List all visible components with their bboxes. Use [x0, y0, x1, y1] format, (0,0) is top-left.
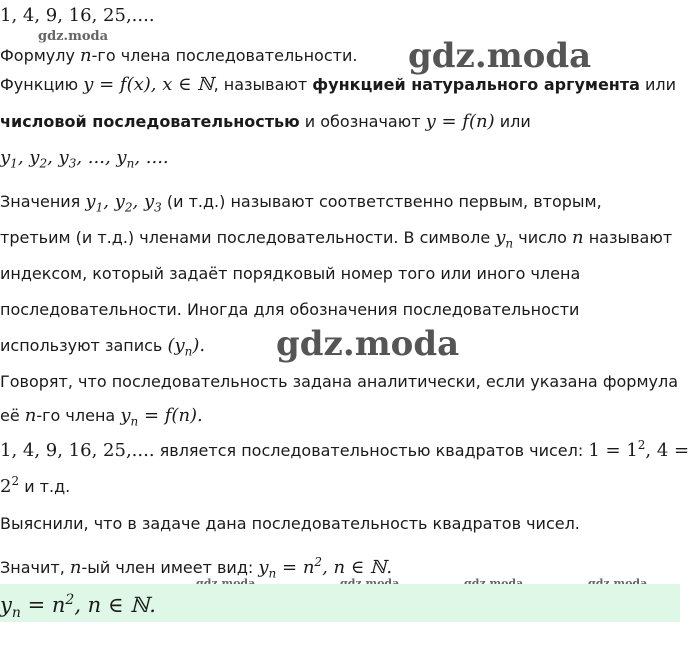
math-n-2: n	[572, 227, 584, 248]
text-called-first-second: (и т.д.) называют соответственно первым, вторым,	[166, 192, 602, 211]
text-called-3: называют	[588, 228, 673, 247]
watermark-middle: gdz.moda	[276, 324, 460, 364]
watermark-top-left: gdz.moda	[38, 29, 109, 44]
text-notation-intro: последовательности. Иногда для обозначения последовательности	[0, 300, 580, 319]
term-numeric-sequence: числовой последовательностью	[0, 112, 300, 131]
text-found: Выяснили, что в задаче дана последовательность квадратов чисел.	[0, 514, 580, 533]
text-so: Значит,	[0, 558, 65, 577]
math-n-3: n	[24, 405, 37, 426]
math-first-terms: $y_1$, $y_2$, $y_3$	[85, 191, 162, 215]
paragraph-numeric-sequence	[0, 112, 531, 132]
paragraph-etc	[0, 474, 71, 497]
text-member: -го члена	[36, 406, 116, 425]
math-n-4: n	[69, 557, 82, 578]
text-denote: и обозначают	[304, 112, 421, 131]
math-sequence-terms: $y_1$, $y_2$, $y_3$, ..., $y_n$, ....	[0, 147, 169, 171]
math-function-formula: y = f(x), x ∈ ℕ	[83, 74, 214, 95]
math-yn-paren: $(y_n)$.	[167, 335, 206, 359]
math-n: n	[80, 45, 92, 66]
watermark-top-right: gdz.moda	[408, 36, 592, 76]
text-index: индексом, который задаёт порядковый номер того или иного члена	[0, 264, 581, 283]
text-or-2: или	[499, 112, 531, 131]
text-third-members: третьим (и т.д.) членами последовательности. В символе	[0, 228, 491, 247]
text-analytic: Говорят, что последовательность задана аналитически, если указана формула	[0, 372, 679, 391]
sequence-text: 1, 4, 9, 16, 25,....	[0, 5, 155, 26]
text-formula-word: Формулу	[0, 46, 75, 65]
paragraph-formula-label	[0, 46, 357, 66]
text-etc: и т.д.	[24, 477, 71, 496]
paragraph-conclusion	[0, 555, 393, 581]
answer-formula: $y_n = n^2$, n ∈ ℕ.	[0, 592, 156, 622]
text-or: или	[645, 75, 677, 94]
term-natural-argument-function: функцией натурального аргумента	[312, 75, 640, 94]
paragraph-analytic	[0, 372, 678, 392]
header-sequence	[0, 6, 155, 26]
text-member-form: -ый член имеет вид:	[81, 558, 254, 577]
math-sequence-2: 1, 4, 9, 16, 25,....	[0, 440, 155, 461]
paragraph-squares	[0, 438, 689, 461]
text-its: её	[0, 406, 20, 425]
math-conclusion-formula: $y_n = n^2$, n ∈ ℕ.	[258, 555, 393, 581]
math-yn-formula: $y_n = f(n)$.	[120, 405, 203, 429]
paragraph-function-definition	[0, 75, 676, 95]
math-yn: $y_n$	[495, 227, 514, 251]
paragraph-nth-member-formula	[0, 405, 203, 429]
paragraph-index	[0, 264, 580, 284]
sequence-notation	[0, 147, 169, 171]
text-values: Значения	[0, 192, 81, 211]
paragraph-notation	[0, 335, 206, 359]
math-two-squared: $2^2$	[0, 474, 20, 497]
math-squares-formula: $1 = 1^2$, 4 =	[588, 438, 689, 461]
text-called: , называют	[213, 75, 308, 94]
text-function-word: Функцию	[0, 75, 79, 94]
text-squares: является последовательностью квадратов чисел:	[159, 441, 584, 460]
text-use-notation: используют запись	[0, 336, 163, 355]
text-nth-member: -го члена последовательности.	[91, 46, 358, 65]
paragraph-third-members	[0, 227, 673, 251]
paragraph-values	[0, 191, 602, 215]
text-number: число	[518, 228, 567, 247]
paragraph-notation-intro	[0, 300, 579, 320]
math-sequence-formula: y = f(n)	[425, 111, 495, 132]
paragraph-found	[0, 514, 580, 534]
